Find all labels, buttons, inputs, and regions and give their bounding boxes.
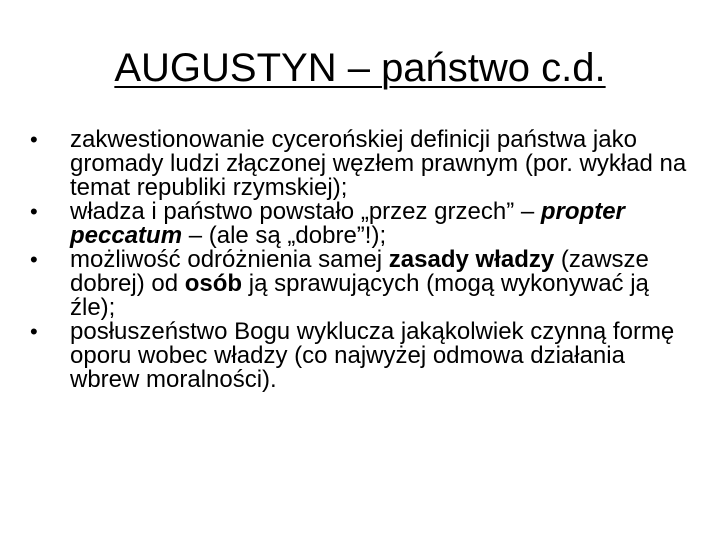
slide-title-text: AUGUSTYN – państwo c.d. bbox=[114, 46, 606, 90]
bullet-icon: • bbox=[30, 199, 38, 224]
bullet-2-text-a: władza i państwo powstało „przez grzech” – bbox=[70, 198, 541, 225]
bullet-2-latin-term: propter peccatum bbox=[70, 198, 625, 249]
bullet-3-text-a: możliwość odróżnienia samej bbox=[70, 246, 389, 273]
bullet-icon: • bbox=[30, 247, 38, 272]
bullet-icon: • bbox=[30, 319, 38, 344]
bullet-item-1 bbox=[28, 128, 696, 200]
bullet-3-emphasis-2: osób bbox=[184, 270, 243, 297]
bullet-item-3 bbox=[28, 248, 696, 320]
bullet-item-2 bbox=[28, 200, 696, 248]
bullet-list bbox=[28, 128, 696, 392]
slide-title bbox=[0, 44, 720, 92]
bullet-icon: • bbox=[30, 127, 38, 152]
bullet-4-text: posłuszeństwo Bogu wyklucza jakąkolwiek czynną formę oporu wobec władzy (co najwyżej odmowa działania wbrew moralności). bbox=[70, 318, 675, 393]
bullet-3-text-b: (zawsze dobrej) od bbox=[70, 246, 649, 297]
bullet-3-emphasis-1: zasady władzy bbox=[388, 246, 555, 273]
bullet-item-4 bbox=[28, 320, 696, 392]
bullet-1-text: zakwestionowanie cycerońskiej definicji państwa jako gromady ludzi złączonej węzłem prawnym (por. wykład na temat republiki rzymskiej); bbox=[70, 126, 687, 201]
bullet-3-text-c: ją sprawujących (mogą wykonywać ją źle); bbox=[70, 270, 649, 321]
bullet-2-text-b: – (ale są „dobre”!); bbox=[182, 222, 387, 249]
